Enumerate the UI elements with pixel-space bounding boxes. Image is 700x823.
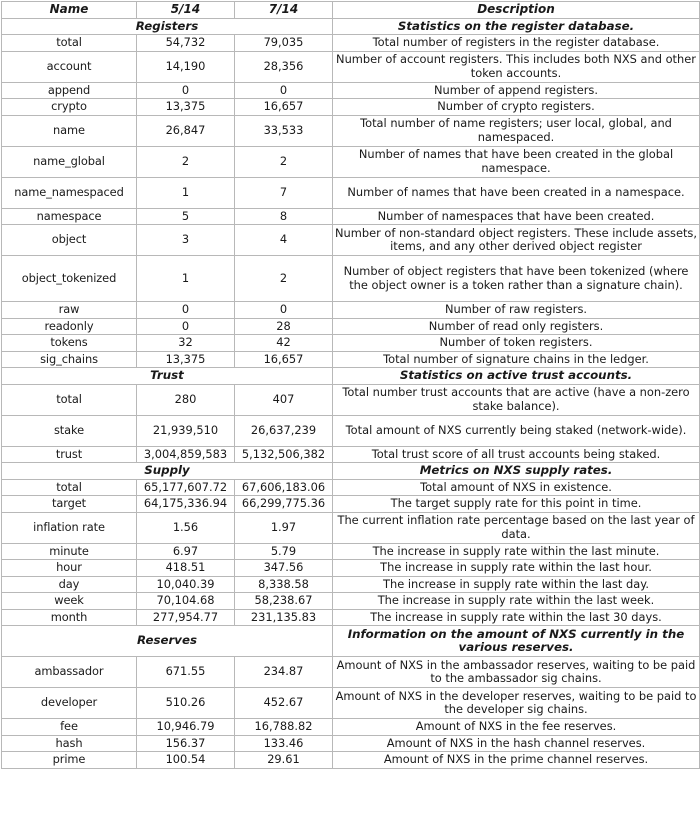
row-name: total bbox=[2, 384, 137, 415]
row-value-2: 0 bbox=[235, 302, 333, 319]
row-name: total bbox=[2, 479, 137, 496]
row-description: Amount of NXS in the hash channel reserves. bbox=[333, 735, 700, 752]
row-value-2: 231,135.83 bbox=[235, 609, 333, 626]
table-row bbox=[2, 384, 700, 415]
row-value-1: 0 bbox=[137, 82, 235, 99]
table-row bbox=[2, 543, 700, 560]
row-name: tokens bbox=[2, 335, 137, 352]
header-row bbox=[2, 2, 700, 19]
row-value-2: 4 bbox=[235, 225, 333, 256]
row-description: Number of account registers. This includes both NXS and other token accounts. bbox=[333, 51, 700, 82]
table-row bbox=[2, 302, 700, 319]
section-title: Registers bbox=[2, 18, 333, 35]
table-row bbox=[2, 335, 700, 352]
row-name: stake bbox=[2, 415, 137, 446]
table-row bbox=[2, 82, 700, 99]
row-name: readonly bbox=[2, 318, 137, 335]
row-description: Number of non-standard object registers. These include assets, items, and any other derived object register bbox=[333, 225, 700, 256]
row-name: ambassador bbox=[2, 657, 137, 688]
section-row bbox=[2, 626, 700, 657]
row-description: Number of object registers that have been tokenized (where the object owner is a token rather than a signature chain). bbox=[333, 256, 700, 302]
row-value-2: 26,637,239 bbox=[235, 415, 333, 446]
table-row bbox=[2, 115, 700, 146]
row-value-2: 29.61 bbox=[235, 752, 333, 769]
table-row bbox=[2, 593, 700, 610]
table-row bbox=[2, 446, 700, 463]
row-value-1: 32 bbox=[137, 335, 235, 352]
stats-table bbox=[1, 1, 700, 769]
row-value-1: 0 bbox=[137, 302, 235, 319]
row-name: target bbox=[2, 496, 137, 513]
section-row bbox=[2, 368, 700, 385]
table-row bbox=[2, 318, 700, 335]
row-value-2: 8,338.58 bbox=[235, 576, 333, 593]
header-col-2: 7/14 bbox=[235, 2, 333, 19]
row-value-2: 16,657 bbox=[235, 351, 333, 368]
section-title: Trust bbox=[2, 368, 333, 385]
row-value-1: 65,177,607.72 bbox=[137, 479, 235, 496]
section-description: Information on the amount of NXS currently in the various reserves. bbox=[333, 626, 700, 657]
row-value-1: 277,954.77 bbox=[137, 609, 235, 626]
table-row bbox=[2, 609, 700, 626]
row-name: inflation rate bbox=[2, 512, 137, 543]
row-description: The increase in supply rate within the last 30 days. bbox=[333, 609, 700, 626]
table-row bbox=[2, 351, 700, 368]
section-row bbox=[2, 18, 700, 35]
row-value-1: 418.51 bbox=[137, 560, 235, 577]
table-row bbox=[2, 657, 700, 688]
row-description: Total amount of NXS in existence. bbox=[333, 479, 700, 496]
row-name: name_namespaced bbox=[2, 177, 137, 208]
row-value-2: 347.56 bbox=[235, 560, 333, 577]
row-description: Amount of NXS in the ambassador reserves, waiting to be paid to the ambassador sig chains. bbox=[333, 657, 700, 688]
table-row bbox=[2, 415, 700, 446]
table-body bbox=[2, 18, 700, 768]
header-col-1: 5/14 bbox=[137, 2, 235, 19]
row-value-2: 58,238.67 bbox=[235, 593, 333, 610]
row-value-1: 10,040.39 bbox=[137, 576, 235, 593]
row-value-1: 70,104.68 bbox=[137, 593, 235, 610]
table-row bbox=[2, 225, 700, 256]
table-row bbox=[2, 256, 700, 302]
table-row bbox=[2, 99, 700, 116]
row-value-2: 234.87 bbox=[235, 657, 333, 688]
row-name: namespace bbox=[2, 208, 137, 225]
row-value-1: 6.97 bbox=[137, 543, 235, 560]
row-value-2: 28 bbox=[235, 318, 333, 335]
row-description: The current inflation rate percentage based on the last year of data. bbox=[333, 512, 700, 543]
row-value-2: 5,132,506,382 bbox=[235, 446, 333, 463]
row-name: account bbox=[2, 51, 137, 82]
section-description: Metrics on NXS supply rates. bbox=[333, 463, 700, 480]
row-name: raw bbox=[2, 302, 137, 319]
row-value-1: 26,847 bbox=[137, 115, 235, 146]
row-value-2: 28,356 bbox=[235, 51, 333, 82]
row-value-2: 66,299,775.36 bbox=[235, 496, 333, 513]
row-name: object bbox=[2, 225, 137, 256]
row-value-2: 79,035 bbox=[235, 35, 333, 52]
row-description: Number of names that have been created in the global namespace. bbox=[333, 146, 700, 177]
row-description: Number of namespaces that have been created. bbox=[333, 208, 700, 225]
row-description: The increase in supply rate within the last minute. bbox=[333, 543, 700, 560]
row-description: Amount of NXS in the fee reserves. bbox=[333, 719, 700, 736]
row-value-1: 14,190 bbox=[137, 51, 235, 82]
row-value-2: 16,657 bbox=[235, 99, 333, 116]
row-value-1: 280 bbox=[137, 384, 235, 415]
row-name: month bbox=[2, 609, 137, 626]
row-value-2: 16,788.82 bbox=[235, 719, 333, 736]
table-row bbox=[2, 752, 700, 769]
table-row bbox=[2, 208, 700, 225]
row-value-2: 8 bbox=[235, 208, 333, 225]
row-description: Number of read only registers. bbox=[333, 318, 700, 335]
row-name: name bbox=[2, 115, 137, 146]
row-value-1: 64,175,336.94 bbox=[137, 496, 235, 513]
row-name: name_global bbox=[2, 146, 137, 177]
row-name: trust bbox=[2, 446, 137, 463]
row-value-2: 5.79 bbox=[235, 543, 333, 560]
row-name: prime bbox=[2, 752, 137, 769]
row-value-1: 54,732 bbox=[137, 35, 235, 52]
row-description: Number of crypto registers. bbox=[333, 99, 700, 116]
row-value-2: 2 bbox=[235, 256, 333, 302]
row-description: Number of raw registers. bbox=[333, 302, 700, 319]
row-description: Total trust score of all trust accounts being staked. bbox=[333, 446, 700, 463]
table-row bbox=[2, 688, 700, 719]
header-name: Name bbox=[2, 2, 137, 19]
table-row bbox=[2, 512, 700, 543]
row-value-1: 5 bbox=[137, 208, 235, 225]
row-description: The increase in supply rate within the last hour. bbox=[333, 560, 700, 577]
row-description: Amount of NXS in the prime channel reserves. bbox=[333, 752, 700, 769]
section-title: Reserves bbox=[2, 626, 333, 657]
header-description: Description bbox=[333, 2, 700, 19]
row-value-1: 156.37 bbox=[137, 735, 235, 752]
row-name: object_tokenized bbox=[2, 256, 137, 302]
row-name: hour bbox=[2, 560, 137, 577]
row-description: Number of token registers. bbox=[333, 335, 700, 352]
row-value-1: 13,375 bbox=[137, 351, 235, 368]
row-name: crypto bbox=[2, 99, 137, 116]
row-value-1: 10,946.79 bbox=[137, 719, 235, 736]
row-value-1: 21,939,510 bbox=[137, 415, 235, 446]
row-value-1: 1 bbox=[137, 177, 235, 208]
row-description: Total number of name registers; user local, global, and namespaced. bbox=[333, 115, 700, 146]
table-row bbox=[2, 560, 700, 577]
row-description: Amount of NXS in the developer reserves, waiting to be paid to the developer sig chains. bbox=[333, 688, 700, 719]
row-value-2: 452.67 bbox=[235, 688, 333, 719]
row-value-1: 2 bbox=[137, 146, 235, 177]
row-name: append bbox=[2, 82, 137, 99]
row-description: Number of names that have been created in a namespace. bbox=[333, 177, 700, 208]
row-description: The increase in supply rate within the last week. bbox=[333, 593, 700, 610]
table-row bbox=[2, 735, 700, 752]
table-row bbox=[2, 51, 700, 82]
row-name: week bbox=[2, 593, 137, 610]
row-value-1: 3 bbox=[137, 225, 235, 256]
row-value-2: 1.97 bbox=[235, 512, 333, 543]
row-name: total bbox=[2, 35, 137, 52]
row-value-2: 133.46 bbox=[235, 735, 333, 752]
row-name: developer bbox=[2, 688, 137, 719]
section-description: Statistics on active trust accounts. bbox=[333, 368, 700, 385]
row-name: fee bbox=[2, 719, 137, 736]
section-row bbox=[2, 463, 700, 480]
row-value-2: 67,606,183.06 bbox=[235, 479, 333, 496]
row-name: sig_chains bbox=[2, 351, 137, 368]
row-value-1: 1.56 bbox=[137, 512, 235, 543]
table-row bbox=[2, 496, 700, 513]
row-value-2: 0 bbox=[235, 82, 333, 99]
row-description: Total number of registers in the register database. bbox=[333, 35, 700, 52]
table-row bbox=[2, 35, 700, 52]
row-value-1: 3,004,859,583 bbox=[137, 446, 235, 463]
table-row bbox=[2, 576, 700, 593]
row-description: Total amount of NXS currently being staked (network-wide). bbox=[333, 415, 700, 446]
row-value-2: 42 bbox=[235, 335, 333, 352]
row-name: day bbox=[2, 576, 137, 593]
table-row bbox=[2, 177, 700, 208]
row-value-1: 13,375 bbox=[137, 99, 235, 116]
row-value-1: 1 bbox=[137, 256, 235, 302]
row-description: The target supply rate for this point in time. bbox=[333, 496, 700, 513]
row-description: Total number of signature chains in the ledger. bbox=[333, 351, 700, 368]
row-description: Number of append registers. bbox=[333, 82, 700, 99]
table-row bbox=[2, 479, 700, 496]
section-description: Statistics on the register database. bbox=[333, 18, 700, 35]
row-description: Total number trust accounts that are active (have a non-zero stake balance). bbox=[333, 384, 700, 415]
row-value-1: 100.54 bbox=[137, 752, 235, 769]
row-value-2: 407 bbox=[235, 384, 333, 415]
table-row bbox=[2, 146, 700, 177]
row-description: The increase in supply rate within the last day. bbox=[333, 576, 700, 593]
section-title: Supply bbox=[2, 463, 333, 480]
row-value-1: 0 bbox=[137, 318, 235, 335]
row-value-1: 510.26 bbox=[137, 688, 235, 719]
row-value-1: 671.55 bbox=[137, 657, 235, 688]
row-value-2: 2 bbox=[235, 146, 333, 177]
table-row bbox=[2, 719, 700, 736]
row-name: hash bbox=[2, 735, 137, 752]
row-value-2: 33,533 bbox=[235, 115, 333, 146]
row-name: minute bbox=[2, 543, 137, 560]
row-value-2: 7 bbox=[235, 177, 333, 208]
